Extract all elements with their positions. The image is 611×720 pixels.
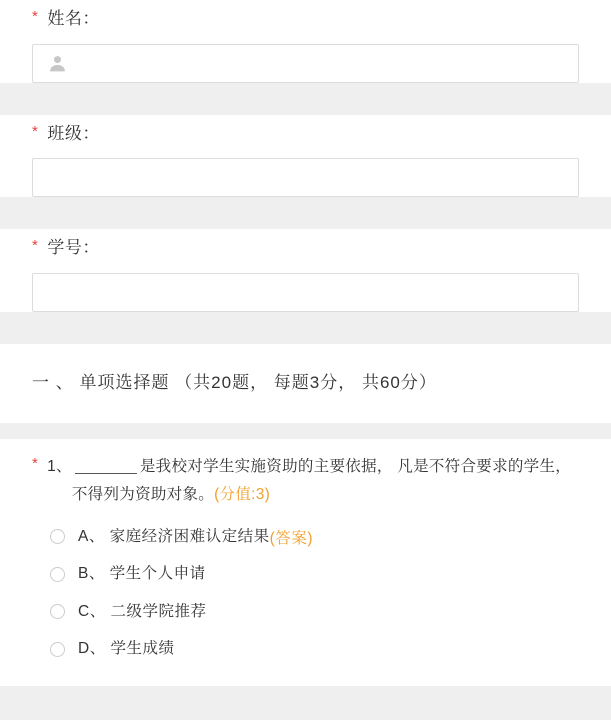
radio-icon[interactable] [50,567,65,582]
question-number: 1、 [47,457,72,475]
required-star-icon: * [32,454,39,472]
option-a[interactable] [32,518,579,555]
blank-underline [75,473,137,474]
section-title-card [0,344,611,423]
class-input[interactable] [32,158,579,197]
radio-icon[interactable] [50,642,65,657]
field-card-name [0,0,611,83]
section-divider [0,423,611,439]
radio-icon[interactable] [50,529,65,544]
required-star-icon: * [32,122,39,140]
question-card [0,439,611,686]
required-star-icon: * [32,8,39,25]
field-card-class [0,115,611,198]
section-divider [0,213,611,229]
option-label: A、 家庭经济困难认定结果 [78,527,270,545]
person-icon [47,53,68,74]
question-text [72,453,579,510]
field-label-class [32,115,579,159]
field-card-student-id [0,229,611,312]
field-label-text: 学号： [47,238,100,257]
option-label: D、 学生成绩 [78,640,175,658]
option-label: C、 二级学院推荐 [78,602,207,620]
answer-tag: (答案) [269,529,313,547]
name-input[interactable] [32,44,579,83]
question-score: (分值:3) [214,486,271,504]
option-c[interactable] [32,593,579,630]
option-list [32,510,579,668]
field-label-text: 姓名： [47,9,100,28]
question-text-after: 是我校对学生实施资助的主要依据， 凡是不符合要求的学生， 不得列为资助对象。 [71,457,572,504]
field-label-name [32,0,579,44]
field-label-student-id [32,229,579,273]
radio-icon[interactable] [50,604,65,619]
option-b[interactable] [32,555,579,592]
option-d[interactable] [32,630,579,667]
field-label-text: 班级： [47,123,100,143]
option-label: B、 学生个人申请 [78,565,206,583]
question-1 [32,439,579,686]
section-divider [0,328,611,344]
student-id-input[interactable] [32,273,579,312]
section-title: 一 、 单项选择题 （共20题， 每题3分， 共60分） [32,372,437,392]
required-star-icon: * [32,237,39,254]
question-header [32,453,579,510]
section-divider [0,99,611,115]
